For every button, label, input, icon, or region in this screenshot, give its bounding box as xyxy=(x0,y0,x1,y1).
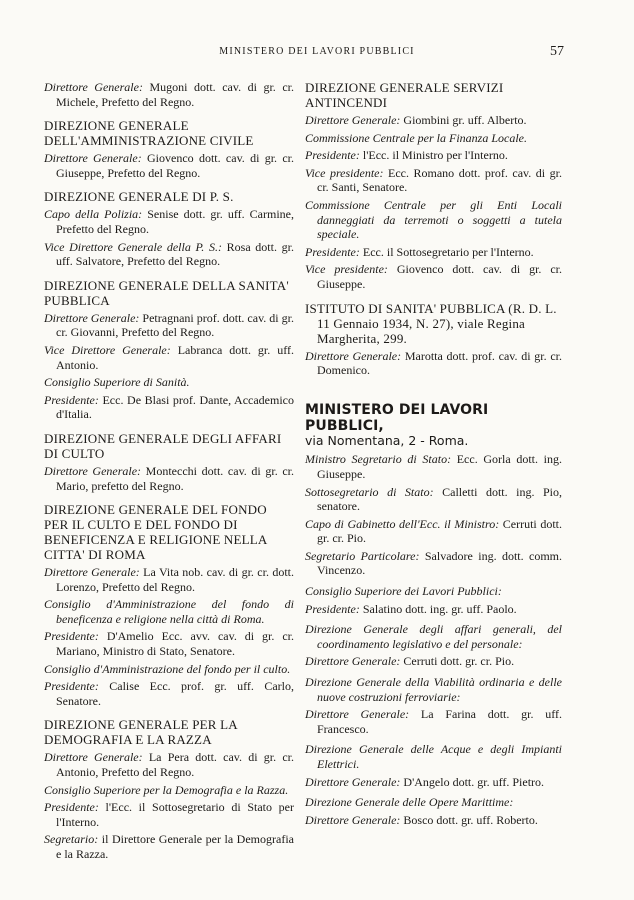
entry-text: Calise Ecc. prof. gr. uff. Carlo, Senatore. xyxy=(56,679,294,708)
entry-role: Segretario Particolare: xyxy=(305,548,420,563)
section-heading: DIREZIONE GENERALE DEL FONDO PER IL CULTO E DEL FONDO DI BENEFICENZA E RELIGIONE NELLA CITTA' DI ROMA xyxy=(44,502,267,563)
entry-text: Giovenco dott. cav. di gr. cr. Giuseppe, Prefetto del Regno. xyxy=(56,151,294,180)
entry-text: La Farina dott. gr. uff. Francesco. xyxy=(317,707,562,736)
entry xyxy=(305,654,562,669)
entry xyxy=(44,750,294,779)
entry-text: Senise dott. gr. uff. Carmine, Prefetto del Regno. xyxy=(56,207,295,236)
entry-text: Rosa dott. gr. uff. Salvatore, Prefetto del Regno. xyxy=(56,239,294,269)
entry-directorate: Direzione Generale delle Acque e degli Impianti Elettrici. xyxy=(305,742,562,771)
entry-council: Commissione Centrale per la Finanza Locale. xyxy=(305,130,527,145)
entry-role: Direttore Generale: xyxy=(44,463,142,478)
entry-role: Direttore Generale: xyxy=(44,80,143,94)
entry-directorate: Direzione Generale degli affari generali, del coordinamento legislativo e del personale: xyxy=(305,622,562,651)
entry-role: Direttore Generale: xyxy=(44,565,140,580)
entry-role: Presidente: xyxy=(44,392,99,407)
entry-text: Salvadore ing. dott. comm. Vincenzo. xyxy=(317,548,563,578)
entry-text: Labranca dott. gr. uff. Antonio. xyxy=(56,342,294,372)
entry xyxy=(44,343,294,372)
entry xyxy=(305,775,562,790)
entry xyxy=(44,393,294,422)
entry-role: Sottosegretario di Stato: xyxy=(305,484,434,499)
entry xyxy=(305,517,562,546)
entry-text: Montecchi dott. cav. di gr. cr. Mario, prefetto del Regno. xyxy=(56,463,294,493)
entry xyxy=(44,464,294,493)
entry-council: Consiglio d'Amministrazione del fondo per il culto. xyxy=(44,661,291,676)
right-column xyxy=(305,80,562,830)
entry-council: Consiglio Superiore dei Lavori Pubblici: xyxy=(305,584,502,599)
left-column xyxy=(44,80,294,865)
entry-role: Capo di Gabinetto dell'Ecc. il Ministro: xyxy=(305,516,500,531)
entry xyxy=(44,207,294,236)
entry-text: Cerruti dott. gr. cr. Pio. xyxy=(400,654,515,669)
section-heading: DIREZIONE GENERALE DELLA SANITA' PUBBLICA xyxy=(44,277,289,308)
entry-council: Consiglio d'Amministrazione del fondo di beneficenza e religione nella città di Roma. xyxy=(44,597,294,626)
entry-text: D'Amelio Ecc. avv. cav. di gr. cr. Mariano, Ministro di Stato, Senatore. xyxy=(56,629,294,659)
entry-text: D'Angelo dott. gr. uff. Pietro. xyxy=(400,774,545,789)
entry-text: Bosco dott. gr. uff. Roberto. xyxy=(400,812,538,827)
entry-role: Segretario: xyxy=(44,832,99,847)
entry-text: l'Ecc. il Ministro per l'Interno. xyxy=(359,148,508,163)
entry-role: Presidente: xyxy=(305,148,360,163)
entry-role: Ministro Segretario di Stato: xyxy=(305,452,452,467)
entry xyxy=(305,349,562,378)
section-heading: DIREZIONE GENERALE DELL'AMMINISTRAZIONE CIVILE xyxy=(44,118,254,149)
entry-role: Direttore Generale: xyxy=(44,151,142,166)
entry-role: Direttore Generale: xyxy=(305,654,401,669)
section-heading: DIREZIONE GENERALE DEGLI AFFARI DI CULTO xyxy=(44,430,282,461)
entry-role: Vice presidente: xyxy=(305,165,384,180)
entry-text: Cerruti dott. gr. cr. Pio. xyxy=(317,516,562,546)
entry-text: Salatino dott. ing. gr. uff. Paolo. xyxy=(359,601,517,616)
entry xyxy=(44,240,294,269)
entry xyxy=(44,800,294,829)
page-number: 57 xyxy=(550,44,564,59)
entry xyxy=(305,148,562,163)
entry-text: Ecc. Gorla dott. ing. Giuseppe. xyxy=(317,452,563,481)
entry xyxy=(44,565,294,594)
entry-text: La Vita nob. cav. di gr. cr. dott. Lorenzo, Prefetto del Regno. xyxy=(56,565,295,594)
entry-role: Direttore Generale: xyxy=(305,348,402,363)
entry-text: Calletti dott. ing. Pio, senatore. xyxy=(317,484,562,514)
entry-text: Giombini gr. uff. Alberto. xyxy=(400,113,527,127)
entry-text: Ecc. il Sottosegretario per l'Interno. xyxy=(359,244,534,259)
section-heading: ISTITUTO DI SANITA' PUBBLICA (R. D. L. 11 Gennaio 1934, N. 27), viale Regina Margherita, 299. xyxy=(305,300,557,346)
ministry-title: MINISTERO DEI LAVORI PUBBLICI, xyxy=(305,401,489,434)
entry xyxy=(305,549,562,578)
entry-role: Vice presidente: xyxy=(305,262,388,277)
entry-text: Giovenco dott. cav. di gr. cr. Giuseppe. xyxy=(317,262,562,291)
entry-text: Marotta dott. prof. cav. di gr. cr. Domenico. xyxy=(317,348,562,378)
entry xyxy=(44,151,294,180)
section-heading: DIREZIONE GENERALE DI P. S. xyxy=(44,189,234,205)
entry-role: Vice Direttore Generale: xyxy=(44,342,171,357)
entry xyxy=(44,629,294,658)
entry xyxy=(305,602,562,617)
entry-role: Direttore Generale: xyxy=(305,113,401,127)
entry xyxy=(305,813,562,828)
entry xyxy=(44,311,294,340)
entry-role: Vice Direttore Generale della P. S.: xyxy=(44,239,222,254)
entry xyxy=(305,485,562,514)
entry-role: Direttore Generale: xyxy=(305,707,410,722)
entry-text: Ecc. De Blasi prof. Dante, Accademico d'Italia. xyxy=(56,392,294,422)
running-head: MINISTERO DEI LAVORI PUBBLICI xyxy=(219,46,415,57)
entry-text: La Pera dott. cav. di gr. cr. Antonio, Prefetto del Regno. xyxy=(56,750,294,780)
entry xyxy=(305,262,562,291)
entry-text: Petragnani prof. dott. cav. di gr. cr. Giovanni, Prefetto del Regno. xyxy=(56,310,294,340)
entry-text: l'Ecc. il Sottosegretario di Stato per l'Interno. xyxy=(56,800,294,829)
entry xyxy=(44,80,294,109)
entry-role: Direttore Generale: xyxy=(44,750,143,765)
entry-role: Capo della Polizia: xyxy=(44,207,143,222)
entry-council: Consiglio Superiore di Sanità. xyxy=(44,375,190,390)
section-heading: DIREZIONE GENERALE SERVIZI ANTINCENDI xyxy=(305,80,504,110)
entry-role: Direttore Generale: xyxy=(44,310,140,325)
entry-role: Presidente: xyxy=(44,800,99,815)
entry-council: Consiglio Superiore per la Demografia e la Razza. xyxy=(44,782,289,797)
entry-role: Presidente: xyxy=(44,679,99,694)
entry xyxy=(305,113,562,128)
entry-role: Presidente: xyxy=(305,244,360,259)
entry-directorate: Direzione Generale delle Opere Marittime: xyxy=(305,795,514,810)
entry-text: Mugoni dott. cav. di gr. cr. Michele, Prefetto del Regno. xyxy=(56,80,295,109)
entry-text: Ecc. Romano dott. prof. cav. di gr. cr. Santi, Senatore. xyxy=(317,165,562,195)
entry-role: Presidente: xyxy=(305,601,360,616)
entry-role: Direttore Generale: xyxy=(305,812,401,827)
entry xyxy=(305,166,562,195)
entry xyxy=(305,245,562,260)
section-heading: DIREZIONE GENERALE PER LA DEMOGRAFIA E LA RAZZA xyxy=(44,717,238,748)
entry-directorate: Direzione Generale della Viabilità ordinaria e delle nuove costruzioni ferroviarie: xyxy=(305,675,562,704)
entry xyxy=(305,452,562,481)
entry xyxy=(44,832,294,861)
entry-council: Commissione Centrale per gli Enti Locali danneggiati da terremoti o soggetti a tutela speciale. xyxy=(305,197,562,242)
entry-role: Direttore Generale: xyxy=(305,774,401,789)
entry xyxy=(44,679,294,708)
entry-role: Presidente: xyxy=(44,629,99,644)
entry xyxy=(305,707,562,736)
ministry-address: via Nomentana, 2 - Roma. xyxy=(305,432,469,448)
entry-text: il Direttore Generale per la Demografia e la Razza. xyxy=(56,832,294,861)
